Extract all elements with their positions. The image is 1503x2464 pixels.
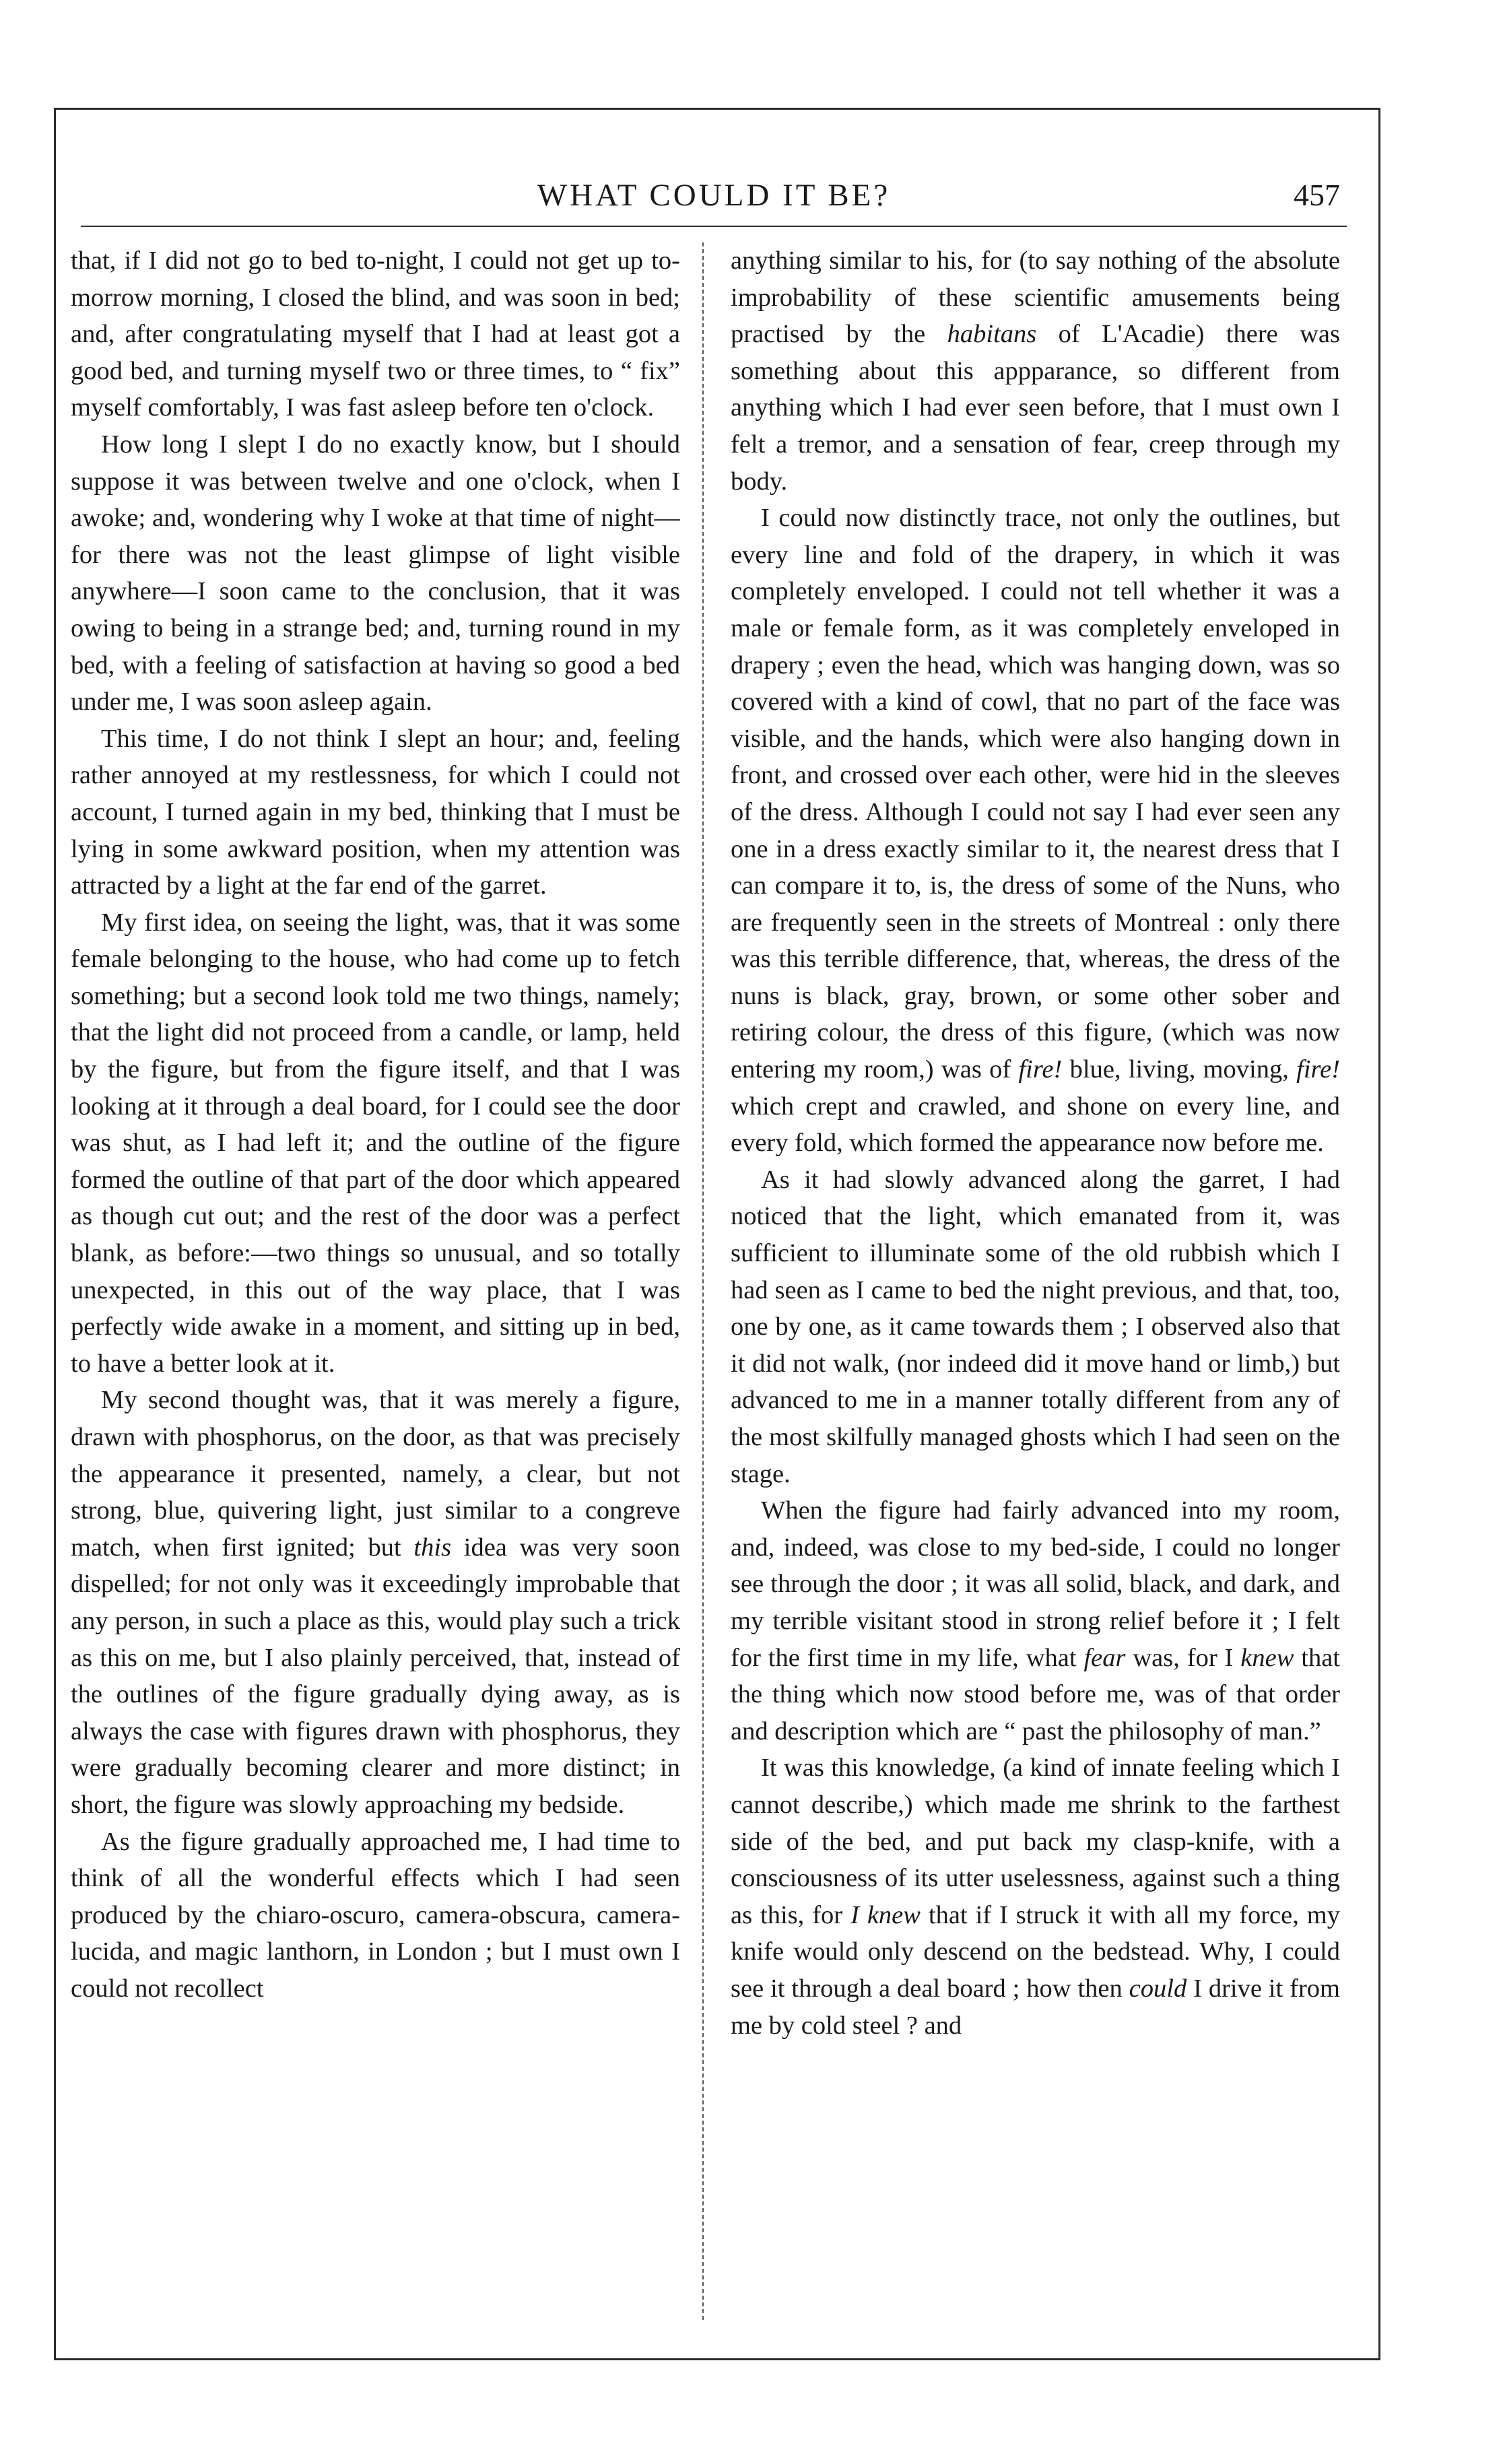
text-run: When the figure had fairly advanced into my room, and, indeed, was close to my bed-side, I could no longer see through the door ; it was all solid, black, and dark, and my terrible visitant stood in strong relief before it ; I felt for the first time in my life, what [731, 1496, 1340, 1672]
paragraph: As the figure gradually approached me, I had time to think of all the wonderful effects which I had seen produced by the chiaro-oscuro, camera-obscura, camera-lucida, and magic lanthorn, in London ; but I must own I could not recollect [71, 1827, 680, 2003]
italic-text: fire! [1296, 1055, 1340, 1084]
italic-text: could [1129, 1974, 1187, 2003]
text-run: blue, living, moving, [1062, 1055, 1297, 1084]
text-run: My second thought was, that it was merely a figure, drawn with phosphorus, on the door, as that was precisely the appearance it presented, namely, a clear, but not strong, blue, quivering light, just similar to a congreve match, when first ignited; but [71, 1386, 680, 1562]
text-run: I could now distinctly trace, not only the outlines, but every line and fold of the drapery, in which it was completely enveloped. I could not tell whether it was a male or female form, as it was completely enveloped in drapery ; even the head, which was hanging down, was so covered with a kind of cowl, that no part of the face was visible, and the hands, which were also hanging down in front, and crossed over each other, were hid in the sleeves of the dress. Although I could not say I had ever seen any one in a dress exactly similar to it, the nearest dress that I can compare it to, is, the dress of some of the Nuns, who are frequently seen in the streets of Montreal : only there was this terrible difference, that, whereas, the dress of the nuns is black, gray, brown, or some other sober and retiring colour, the dress of this figure, (which was now entering my room,) was of [731, 504, 1340, 1084]
italic-text: I knew [850, 1900, 921, 1929]
paragraph: How long I slept I do no exactly know, but I should suppose it was between twelve and one o'clock, when I awoke; and, wondering why I woke at that time of night—for there was not the least glimpse of light visible anywhere—I soon came to the conclusion, that it was owing to being in a strange bed; and, turning round in my bed, with a feeling of satisfaction at having so good a bed under me, I was soon asleep again. [71, 430, 680, 717]
italic-text: habitans [947, 320, 1037, 349]
italic-text: fire! [1018, 1055, 1063, 1084]
right-column [731, 242, 1340, 2320]
text-run: was, for I [1125, 1643, 1241, 1672]
paragraph: My first idea, on seeing the light, was, that it was some female belonging to the house, who had come up to fetch something; but a second look told me two things, namely; that the light did not proceed from a candle, or lamp, held by the figure, but from the figure itself, and that I was looking at it through a deal board, for I could see the door was shut, as I had left it; and the outline of the figure formed the outline of that part of the door which appeared as though cut out; and the rest of the door was a perfect blank, as before:—two things so unusual, and so totally unexpected, in this out of the way place, that I was perfectly wide awake in a moment, and sitting up in bed, to have a better look at it. [71, 908, 680, 1378]
paragraph: that, if I did not go to bed to-night, I could not get up to-morrow morning, I closed the blind, and was soon in bed; and, after congratulating myself that I had at least got a good bed, and turning myself two or three times, to “ fix” myself comfortably, I was fast asleep before ten o'clock. [71, 246, 680, 422]
paragraph [731, 1750, 1340, 2044]
header-rule [81, 226, 1347, 227]
paragraph [731, 242, 1340, 500]
text-run: that the thing which now stood before me, was of that order and description which are “ past the philosophy of man.” [731, 1643, 1340, 1745]
running-head [81, 172, 1347, 219]
running-title: WHAT COULD IT BE? [537, 178, 891, 213]
paragraph: This time, I do not think I slept an hour; and, feeling rather annoyed at my restlessness, for which I could not account, I turned again in my bed, thinking that I must be lying in some awkward position, when my attention was attracted by a light at the far end of the garret. [71, 724, 680, 900]
text-run: of L'Acadie) there was something about this appparance, so different from anything which I had ever seen before, that I must own I felt a tremor, and a sensation of fear, creep through my body. [731, 320, 1340, 496]
left-column [71, 242, 680, 2320]
paragraph: As it had slowly advanced along the garret, I had noticed that the light, which emanated from it, was sufficient to illuminate some of the old rubbish which I had seen as I came to bed the night previous, and that, too, one by one, as it came towards them ; I observed also that it did not walk, (nor indeed did it move hand or limb,) but advanced to me in a manner totally different from any of the most skilfully managed ghosts which I had seen on the stage. [731, 1165, 1340, 1488]
italic-text: this [413, 1533, 452, 1562]
text-run: idea was very soon dispelled; for not only was it exceedingly improbable that any person, in such a place as this, would play such a trick as this on me, but I also plainly perceived, that, instead of the outlines of the figure gradually dying away, as is always the case with figures drawn with phosphorus, they were gradually becoming clearer and more distinct; in short, the figure was slowly approaching my bedside. [71, 1533, 680, 1819]
text-run: I drive it from me by cold steel ? and [731, 1974, 1340, 2040]
column-divider [702, 242, 704, 2320]
text-run: that if I struck it with all my force, my knife would only descend on the bedstead. Why, I could see it through a deal board ; how then [731, 1900, 1340, 2003]
text-run: It was this knowledge, (a kind of innate feeling which I cannot describe,) which made me shrink to the farthest side of the bed, and put back my clasp-knife, with a consciousness of its utter uselessness, against such a thing as this, for [731, 1754, 1340, 1929]
text-run: anything similar to his, for (to say nothing of the absolute improbability of these scientific amusements being practised by the [731, 246, 1340, 349]
italic-text: knew [1240, 1643, 1294, 1672]
paragraph [731, 1492, 1340, 1750]
page-number: 457 [1294, 178, 1340, 212]
text-run: which crept and crawled, and shone on every line, and every fold, which formed the appearance now before me. [731, 1092, 1340, 1158]
italic-text: fear [1083, 1643, 1126, 1672]
paragraph [71, 1382, 680, 1823]
paragraph [731, 500, 1340, 1162]
